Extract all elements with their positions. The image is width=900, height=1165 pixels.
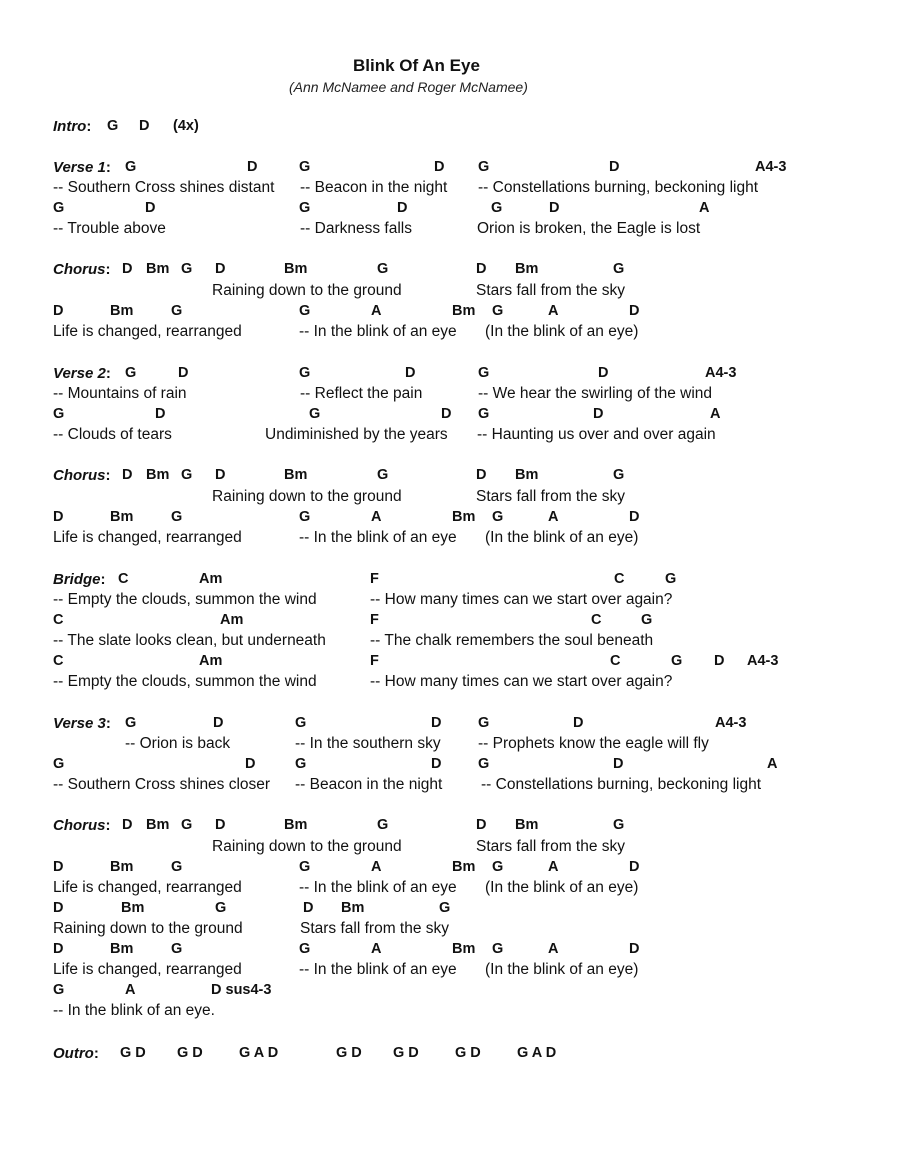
chord: D bbox=[431, 756, 442, 772]
lyric: -- Reflect the pain bbox=[300, 385, 423, 402]
chord: A bbox=[548, 859, 559, 875]
chord: G bbox=[125, 159, 137, 175]
lyric: -- How many times can we start over again? bbox=[370, 673, 673, 690]
chord: G bbox=[171, 941, 183, 957]
lyric: -- Beacon in the night bbox=[295, 776, 443, 793]
chord: G bbox=[125, 365, 137, 381]
lyric: -- Prophets know the eagle will fly bbox=[478, 735, 709, 752]
lyric: Stars fall from the sky bbox=[476, 488, 626, 505]
chord: C bbox=[614, 571, 625, 587]
chord: A bbox=[767, 756, 778, 772]
bridge-label: Bridge: bbox=[53, 571, 106, 588]
chord: G D bbox=[393, 1045, 419, 1061]
chord: G bbox=[478, 365, 490, 381]
chord: F bbox=[370, 612, 379, 628]
lyric: -- In the blink of an eye. bbox=[53, 1002, 215, 1019]
lyric: -- Empty the clouds, summon the wind bbox=[53, 673, 317, 690]
chord: Bm bbox=[341, 900, 365, 916]
lyric: Raining down to the ground bbox=[212, 282, 402, 299]
chord: G bbox=[181, 467, 193, 483]
chord: D bbox=[629, 859, 640, 875]
chord: Am bbox=[199, 653, 223, 669]
chord: D bbox=[145, 200, 156, 216]
chord: G D bbox=[120, 1045, 146, 1061]
lyric: Life is changed, rearranged bbox=[53, 529, 242, 546]
chord: D bbox=[476, 467, 487, 483]
lyric: Stars fall from the sky bbox=[300, 920, 450, 937]
lyric: Life is changed, rearranged bbox=[53, 961, 242, 978]
chord: D bbox=[549, 200, 560, 216]
chord: Bm bbox=[121, 900, 145, 916]
chord: D bbox=[247, 159, 258, 175]
lyric: -- Southern Cross shines closer bbox=[53, 776, 271, 793]
chord: D bbox=[122, 817, 133, 833]
lyric: Life is changed, rearranged bbox=[53, 879, 242, 896]
lyric: -- Southern Cross shines distant bbox=[53, 179, 275, 196]
chord: G bbox=[613, 261, 625, 277]
chord: D bbox=[431, 715, 442, 731]
chord: Bm bbox=[146, 817, 170, 833]
chord: G bbox=[665, 571, 677, 587]
chord: C bbox=[53, 653, 64, 669]
lyric: (In the blink of an eye) bbox=[485, 323, 639, 340]
song-authors: (Ann McNamee and Roger McNamee) bbox=[289, 79, 528, 95]
chord: Bm bbox=[110, 859, 134, 875]
chord: D bbox=[53, 859, 64, 875]
chord: D bbox=[613, 756, 624, 772]
chord: G bbox=[299, 941, 311, 957]
chord: G bbox=[53, 406, 65, 422]
lyric: Raining down to the ground bbox=[212, 488, 402, 505]
chord: G bbox=[299, 159, 311, 175]
chord: A bbox=[125, 982, 136, 998]
chord: D bbox=[215, 261, 226, 277]
chord: G bbox=[171, 509, 183, 525]
chord: D bbox=[476, 261, 487, 277]
lyric: Stars fall from the sky bbox=[476, 282, 626, 299]
chord: G bbox=[641, 612, 653, 628]
chord: G bbox=[53, 756, 65, 772]
chord: A bbox=[371, 303, 382, 319]
chord: G bbox=[181, 261, 193, 277]
lyric: -- Orion is back bbox=[125, 735, 231, 752]
chord: Bm bbox=[110, 941, 134, 957]
chord: C bbox=[53, 612, 64, 628]
chord: Bm bbox=[284, 467, 308, 483]
lyric: -- How many times can we start over again? bbox=[370, 591, 673, 608]
chord: G bbox=[671, 653, 683, 669]
chord: G bbox=[125, 715, 137, 731]
chord: A bbox=[548, 941, 559, 957]
chorus-label: Chorus: bbox=[53, 261, 111, 278]
chorus-label: Chorus: bbox=[53, 817, 111, 834]
chord: A bbox=[371, 859, 382, 875]
chord: G bbox=[171, 303, 183, 319]
chord: G bbox=[295, 715, 307, 731]
chord: D bbox=[476, 817, 487, 833]
lyric: -- In the blink of an eye bbox=[299, 961, 457, 978]
chord: Bm bbox=[452, 509, 476, 525]
chord: D bbox=[178, 365, 189, 381]
chord: D bbox=[245, 756, 256, 772]
lyric: Raining down to the ground bbox=[53, 920, 243, 937]
chord: G bbox=[492, 859, 504, 875]
lyric: -- Beacon in the night bbox=[300, 179, 448, 196]
chord: G bbox=[299, 509, 311, 525]
chord: D bbox=[434, 159, 445, 175]
chord: D bbox=[573, 715, 584, 731]
chord: G D bbox=[455, 1045, 481, 1061]
chord: Bm bbox=[515, 261, 539, 277]
chord: A bbox=[710, 406, 721, 422]
chord: G bbox=[107, 118, 119, 134]
chord: Bm bbox=[515, 817, 539, 833]
chord: Bm bbox=[110, 509, 134, 525]
chord: A bbox=[548, 509, 559, 525]
chord: G bbox=[171, 859, 183, 875]
chord: G bbox=[478, 159, 490, 175]
chord: C bbox=[610, 653, 621, 669]
verse3-label: Verse 3: bbox=[53, 715, 111, 732]
chord: D bbox=[53, 509, 64, 525]
chord: G bbox=[492, 941, 504, 957]
lyric: -- The chalk remembers the soul beneath bbox=[370, 632, 654, 649]
chord: (4x) bbox=[173, 118, 199, 134]
chord: G bbox=[53, 200, 65, 216]
chord: D sus4-3 bbox=[211, 982, 272, 998]
chord: G bbox=[492, 509, 504, 525]
chord: G bbox=[299, 200, 311, 216]
chord: G bbox=[299, 303, 311, 319]
chord: Bm bbox=[110, 303, 134, 319]
lyric: -- The slate looks clean, but underneath bbox=[53, 632, 326, 649]
song-title: Blink Of An Eye bbox=[353, 56, 480, 75]
chord: G bbox=[299, 365, 311, 381]
lyric: (In the blink of an eye) bbox=[485, 879, 639, 896]
chord: Am bbox=[199, 571, 223, 587]
chord: G bbox=[299, 859, 311, 875]
chord: D bbox=[629, 303, 640, 319]
chord: D bbox=[629, 941, 640, 957]
lyric: Stars fall from the sky bbox=[476, 838, 626, 855]
chord: D bbox=[629, 509, 640, 525]
chord: D bbox=[215, 817, 226, 833]
chord: F bbox=[370, 653, 379, 669]
chord: G bbox=[613, 467, 625, 483]
chord: G bbox=[215, 900, 227, 916]
lyric: -- Constellations burning, beckoning light bbox=[478, 179, 759, 196]
chord: G A D bbox=[517, 1045, 557, 1061]
lyric: -- In the southern sky bbox=[295, 735, 441, 752]
outro-label: Outro: bbox=[53, 1045, 99, 1062]
chord: G D bbox=[336, 1045, 362, 1061]
lyric: Undiminished by the years bbox=[265, 426, 448, 443]
chord: D bbox=[405, 365, 416, 381]
lyric: -- Mountains of rain bbox=[53, 385, 187, 402]
chord: G bbox=[181, 817, 193, 833]
chorus-label: Chorus: bbox=[53, 467, 111, 484]
chord: Bm bbox=[452, 859, 476, 875]
chord: Bm bbox=[452, 941, 476, 957]
chord: D bbox=[609, 159, 620, 175]
chord: G bbox=[478, 756, 490, 772]
chord: D bbox=[593, 406, 604, 422]
lyric: Orion is broken, the Eagle is lost bbox=[477, 220, 701, 237]
chord: G bbox=[295, 756, 307, 772]
chord: A4-3 bbox=[705, 365, 737, 381]
chord: D bbox=[53, 900, 64, 916]
chord: A bbox=[699, 200, 710, 216]
chord: D bbox=[598, 365, 609, 381]
lyric: -- Haunting us over and over again bbox=[477, 426, 716, 443]
chord: D bbox=[155, 406, 166, 422]
chord: G D bbox=[177, 1045, 203, 1061]
chord: G bbox=[613, 817, 625, 833]
chord: A4-3 bbox=[715, 715, 747, 731]
chord: C bbox=[591, 612, 602, 628]
chord: G bbox=[53, 982, 65, 998]
chord: G bbox=[492, 303, 504, 319]
chord: Bm bbox=[515, 467, 539, 483]
chord: Bm bbox=[284, 817, 308, 833]
chord: D bbox=[53, 941, 64, 957]
chord: D bbox=[122, 467, 133, 483]
lyric: -- We hear the swirling of the wind bbox=[478, 385, 713, 402]
lyric: Life is changed, rearranged bbox=[53, 323, 242, 340]
lyric: Raining down to the ground bbox=[212, 838, 402, 855]
chord: G bbox=[439, 900, 451, 916]
lyric: (In the blink of an eye) bbox=[485, 529, 639, 546]
verse1-label: Verse 1: bbox=[53, 159, 111, 176]
chord: A bbox=[548, 303, 559, 319]
lyric: -- In the blink of an eye bbox=[299, 323, 457, 340]
chord: Bm bbox=[452, 303, 476, 319]
lyric: -- Clouds of tears bbox=[53, 426, 172, 443]
lyric: -- In the blink of an eye bbox=[299, 879, 457, 896]
chord: D bbox=[53, 303, 64, 319]
chord: Bm bbox=[146, 467, 170, 483]
chord: D bbox=[215, 467, 226, 483]
chord: G bbox=[478, 406, 490, 422]
intro-label: Intro: bbox=[53, 118, 92, 135]
verse2-label: Verse 2: bbox=[53, 365, 111, 382]
chord: G bbox=[377, 817, 389, 833]
lyric: -- Darkness falls bbox=[300, 220, 412, 237]
chord: D bbox=[122, 261, 133, 277]
lyric: (In the blink of an eye) bbox=[485, 961, 639, 978]
lyric: -- Empty the clouds, summon the wind bbox=[53, 591, 317, 608]
chord: Am bbox=[220, 612, 244, 628]
lyric: -- Constellations burning, beckoning light bbox=[481, 776, 762, 793]
chord: G bbox=[309, 406, 321, 422]
lyric: -- Trouble above bbox=[53, 220, 166, 237]
chord: G bbox=[478, 715, 490, 731]
chord: Bm bbox=[146, 261, 170, 277]
chord: A4-3 bbox=[755, 159, 787, 175]
chord: D bbox=[213, 715, 224, 731]
chord: Bm bbox=[284, 261, 308, 277]
chord: A bbox=[371, 941, 382, 957]
chord: A bbox=[371, 509, 382, 525]
chord: C bbox=[118, 571, 129, 587]
lyric: -- In the blink of an eye bbox=[299, 529, 457, 546]
chord: G bbox=[491, 200, 503, 216]
chord: G bbox=[377, 467, 389, 483]
chord: D bbox=[139, 118, 150, 134]
chord: G bbox=[377, 261, 389, 277]
chord: A4-3 bbox=[747, 653, 779, 669]
chord: D bbox=[397, 200, 408, 216]
chord: D bbox=[441, 406, 452, 422]
chord: D bbox=[303, 900, 314, 916]
chord: F bbox=[370, 571, 379, 587]
chord: D bbox=[714, 653, 725, 669]
chord: G A D bbox=[239, 1045, 279, 1061]
